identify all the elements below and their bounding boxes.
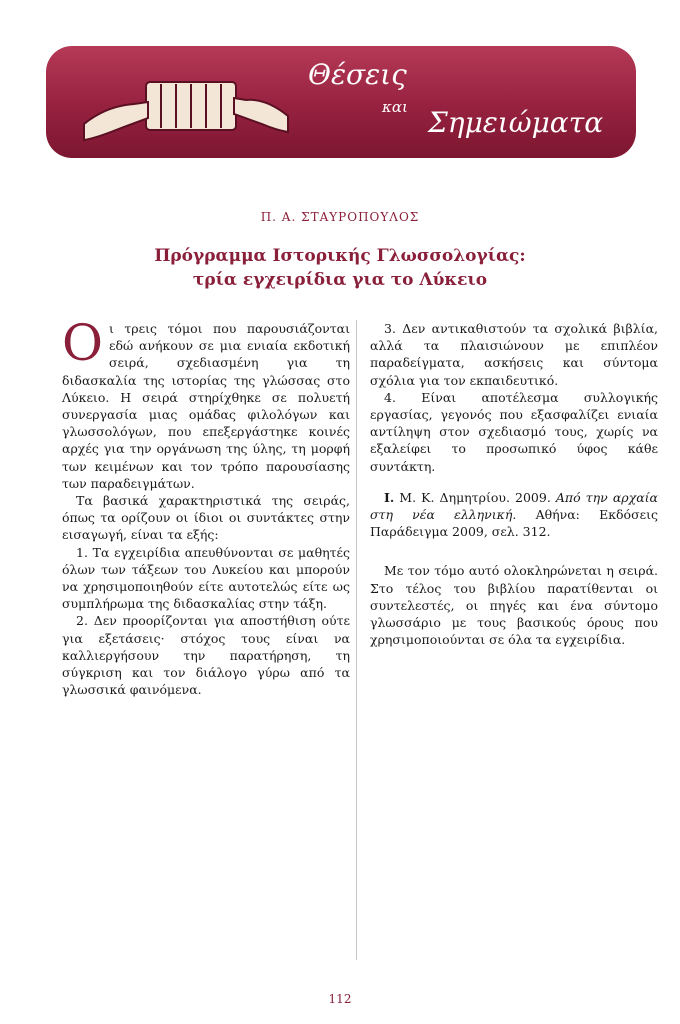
review-number: I.	[384, 489, 395, 505]
section-banner	[46, 46, 636, 158]
review-author: Μ. Κ. Δημητρίου. 2009.	[399, 489, 551, 505]
article-author: Π. Α. ΣΤΑΥΡΟΠΟΥΛΟΣ	[260, 210, 420, 224]
review-book-title: Από την αρχαία στη νέα ελληνική.	[370, 489, 658, 523]
banner-title-line-2: και	[382, 98, 408, 116]
article-title-line-2: τρία εγχειρίδια για το Λύκειο	[192, 270, 488, 290]
spacer	[370, 540, 658, 562]
article-title	[60, 244, 620, 292]
banner-title-line-3: Σημειώματα	[428, 106, 604, 139]
paragraph-text: ι τρεις τόμοι που παρουσιάζονται εδώ ανήκουν σε μια ενιαία εκδοτική σειρά, σχεδιασμένη για τη διδασκαλία της ιστορίας της γλώσσας στο Λύκειο. Η σειρά στηρίχθηκε σε πολυετή συνεργασία μιας ομάδας φιλολόγων και γλωσσολόγων, που επεξεργάστηκε κοινές αρχές για την οργάνωση της ύλης, τη μορφή των κειμένων και τον τρόπο παρουσίασης των παραδειγμάτων.	[62, 321, 350, 491]
paragraph: 1. Τα εγχειρίδια απευθύνονται σε μαθητές όλων των τάξεων του Λυκείου και μπορούν να χρησιμοποιηθούν είτε αυτοτελώς είτε ως συμπλήρωμα της διδασκαλίας στην τάξη.	[62, 544, 350, 612]
right-column	[370, 320, 658, 648]
paragraph	[62, 314, 350, 492]
paragraph: 4. Είναι αποτέλεσμα συλλογικής εργασίας, γεγονός που εξασφαλίζει ενιαία αντίληψη στον σχεδιασμό τους, χωρίς να εξαλείφει το προσωπικό ύφος κάθε συντάκτη.	[370, 389, 658, 474]
hands-holding-scroll-icon	[76, 54, 296, 154]
review-citation	[370, 489, 658, 541]
article-title-line-1: Πρόγραμμα Ιστορικής Γλωσσολογίας:	[154, 246, 526, 266]
paragraph: 2. Δεν προορίζονται για αποστήθιση ούτε για εξετάσεις· στόχος τους είναι να καλλιεργήσουν την παρατήρηση, τη σύγκριση και τον διάλογο γύρω από τα γλωσσικά φαινόμενα.	[62, 613, 350, 698]
page-number: 112	[328, 992, 352, 1006]
paragraph: Με τον τόμο αυτό ολοκληρώνεται η σειρά. Στο τέλος του βιβλίου παρατίθενται οι συντελεστές, οι πηγές και ένα σύντομο γλωσσάριο με τους βασικούς όρους που χρησιμοποιούνται σε όλα τα εγχειρίδια.	[370, 563, 658, 648]
banner-title-line-1: Θέσεις	[308, 58, 407, 91]
drop-cap: Ο	[62, 314, 103, 372]
review-details: Αθήνα: Εκδόσεις Παράδειγμα 2009, σελ. 312.	[370, 507, 658, 540]
column-divider	[356, 320, 357, 960]
paragraph: 3. Δεν αντικαθιστούν τα σχολικά βιβλία, αλλά τα πλαισιώνουν με επιπλέον παραδείγματα, ασκήσεις και σύντομα σχόλια για τον εκπαιδευτικό.	[370, 321, 658, 388]
left-column	[62, 314, 350, 698]
paragraph: Τα βασικά χαρακτηριστικά της σειράς, όπως τα ορίζουν οι ίδιοι οι συντάκτες στην εισαγωγή, είναι τα εξής:	[62, 493, 350, 543]
